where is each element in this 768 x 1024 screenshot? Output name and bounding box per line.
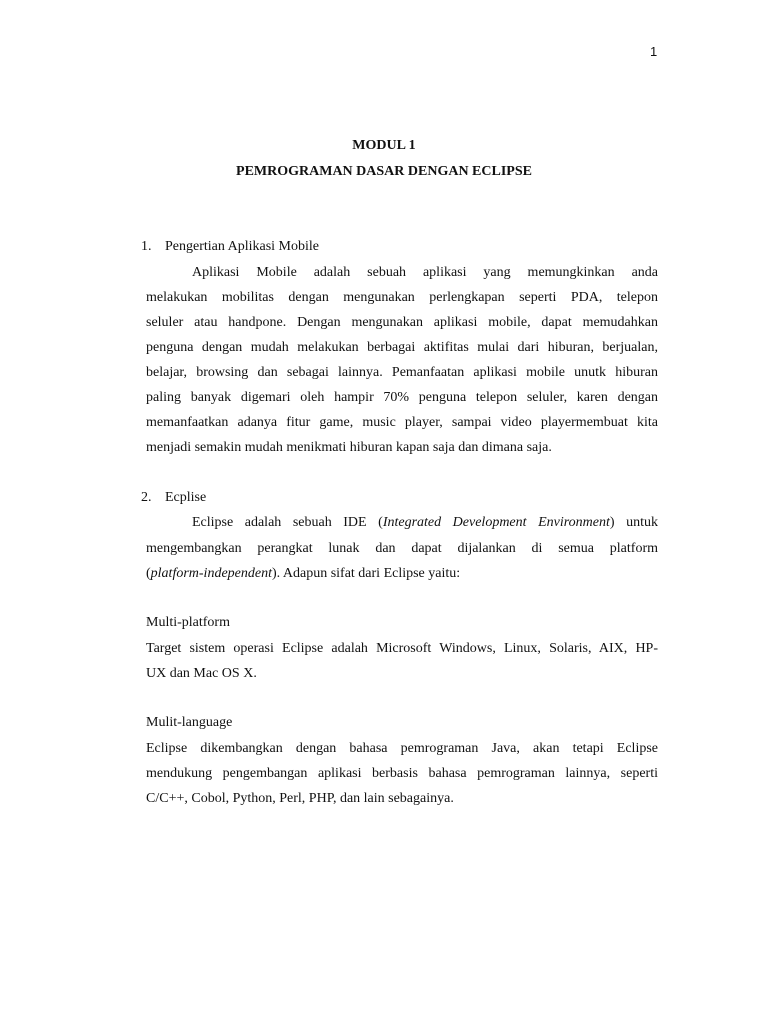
section-1-line: seluler atau handpone. Dengan mengunakan aplikasi mobile, dapat memudahkan (146, 315, 658, 330)
section-1-line: belajar, browsing dan sebagai lainnya. Pemanfaatan aplikasi mobile unutk hiburan (146, 365, 658, 380)
multiplatform-line: UX dan Mac OS X. (146, 666, 257, 681)
text-run: ). Adapun sifat dari Eclipse yaitu: (271, 566, 461, 581)
section-2-line-3 (146, 565, 658, 583)
section-1-line: memanfaatkan adanya fitur game, music player, sampai video playermembuat kita (146, 415, 658, 430)
multilanguage-line: mendukung pengembangan aplikasi berbasis bahasa pemrograman lainnya, seperti (146, 766, 658, 781)
page-number: 1 (650, 44, 658, 59)
multilanguage-line: C/C++, Cobol, Python, Perl, PHP, dan lain sebagainya. (146, 791, 454, 806)
section-1-line: paling banyak digemari oleh hampir 70% penguna telepon seluler, karen dengan (146, 390, 658, 405)
multilanguage-heading: Mulit-language (146, 715, 233, 730)
italic-term: platform-independent (150, 566, 272, 581)
section-2-heading (141, 490, 206, 506)
module-subtitle: PEMROGRAMAN DASAR DENGAN ECLIPSE (236, 164, 532, 179)
section-1-line: penguna dengan mudah melakukan berbagai aktifitas mulai dari hiburan, berjualan, (146, 340, 658, 355)
text-run: ) untuk (609, 515, 658, 530)
section-2-line-1 (146, 514, 658, 532)
section-1-heading (141, 239, 319, 255)
italic-term: Integrated Development Environment (382, 515, 610, 530)
text-run: ( (146, 566, 151, 581)
text-run: Eclipse adalah sebuah IDE ( (192, 515, 383, 530)
module-title: MODUL 1 (352, 138, 416, 153)
section-2-title: Ecplise (165, 490, 207, 505)
section-1-line: Aplikasi Mobile adalah sebuah aplikasi yang memungkinkan anda (192, 265, 658, 280)
section-1-number: 1. (141, 239, 152, 254)
section-1-line: menjadi semakin mudah menikmati hiburan kapan saja dan dimana saja. (146, 440, 552, 455)
section-1-line: melakukan mobilitas dengan mengunakan perlengkapan seperti PDA, telepon (146, 290, 658, 305)
section-2-line-2: mengembangkan perangkat lunak dan dapat dijalankan di semua platform (146, 541, 658, 556)
section-1-title: Pengertian Aplikasi Mobile (165, 239, 319, 254)
section-2-number: 2. (141, 490, 152, 505)
multiplatform-heading: Multi-platform (146, 615, 230, 630)
multiplatform-line: Target sistem operasi Eclipse adalah Microsoft Windows, Linux, Solaris, AIX, HP- (146, 641, 658, 656)
multilanguage-line: Eclipse dikembangkan dengan bahasa pemrograman Java, akan tetapi Eclipse (146, 741, 658, 756)
